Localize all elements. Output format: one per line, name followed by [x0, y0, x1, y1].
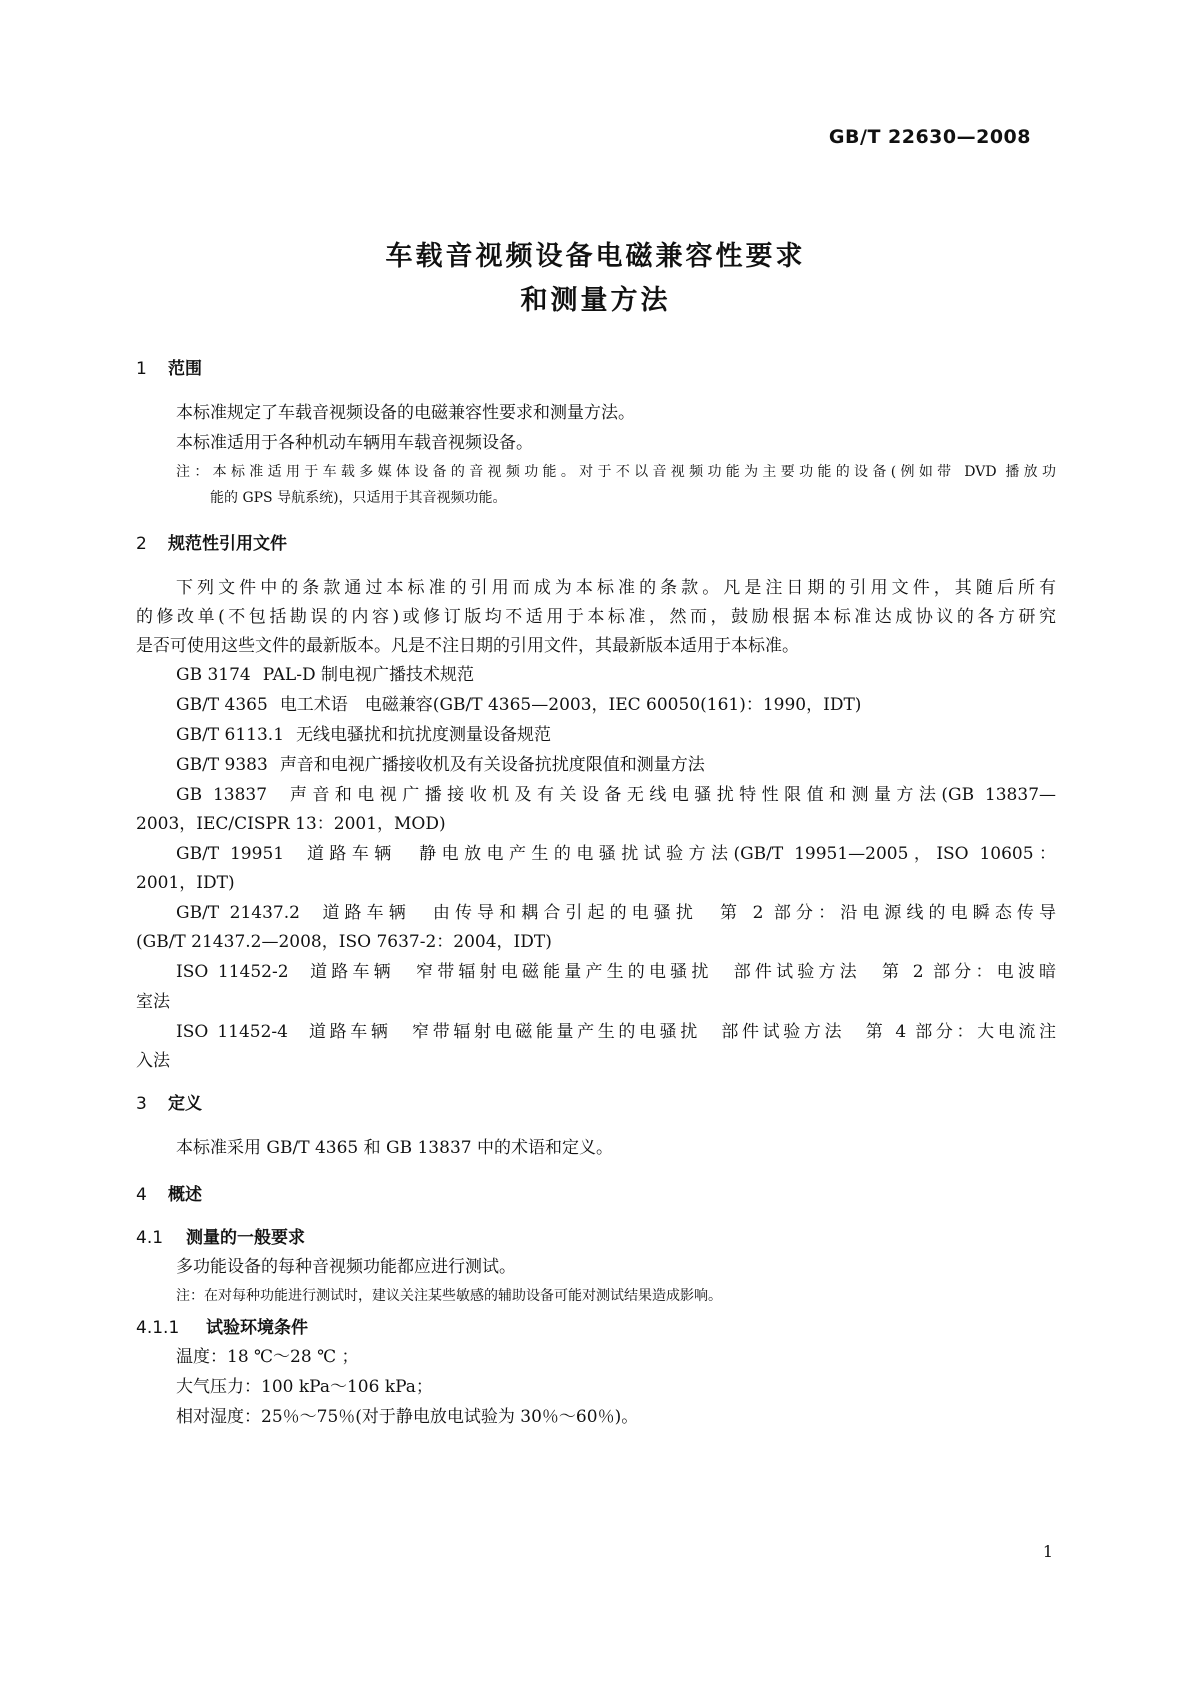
- reference-item: [176, 957, 1056, 982]
- subsection-4-1-1-heading: [136, 1313, 308, 1338]
- reference-continuation: 室法: [136, 992, 170, 1012]
- reference-title: 道路车辆 由传导和耦合引起的电骚扰 第 2 部分：沿电源线的电瞬态传导: [322, 903, 1057, 923]
- reference-item: [176, 720, 551, 745]
- condition-humidity: 相对湿度：25％～75％(对于静电放电试验为 30％～60％)。: [176, 1407, 639, 1427]
- document-title: 车载音视频设备电磁兼容性要求: [385, 241, 806, 272]
- reference-item: [176, 660, 474, 685]
- section-title: 范围: [168, 359, 202, 379]
- reference-item: [176, 780, 1056, 805]
- reference-continuation: 2003，IEC/CISPR 13：2001，MOD): [136, 814, 446, 834]
- reference-title: 道路车辆 窄带辐射电磁能量产生的电骚扰 部件试验方法 第 2 部分：电波暗: [310, 962, 1057, 982]
- condition-temperature: 温度：18 ℃～28 ℃ ；: [176, 1347, 359, 1367]
- section-2-heading: [136, 529, 287, 554]
- reference-code: GB/T 19951: [176, 844, 285, 864]
- section-number: 2: [136, 534, 147, 554]
- reference-title: 道路车辆 窄带辐射电磁能量产生的电骚扰 部件试验方法 第 4 部分：大电流注: [309, 1022, 1057, 1042]
- reference-item: [176, 898, 1056, 923]
- section-title: 定义: [168, 1094, 202, 1114]
- standard-code: GB/T 22630—2008: [828, 126, 1031, 148]
- reference-title: 声音和电视广播接收机及有关设备抗扰度限值和测量方法: [279, 755, 705, 775]
- section-number: 1: [136, 359, 147, 379]
- section-3-heading: [136, 1089, 202, 1114]
- note: 注：本标准适用于车载多媒体设备的音视频功能。对于不以音视频功能为主要功能的设备(例如带 DVD 播放功: [176, 464, 1056, 480]
- section-number: 4: [136, 1185, 147, 1205]
- section-number: 3: [136, 1094, 147, 1114]
- reference-code: GB/T 4365: [176, 695, 268, 715]
- reference-code: GB/T 9383: [176, 755, 268, 775]
- reference-code: ISO 11452-2: [176, 962, 289, 982]
- section-number: 4.1: [136, 1228, 164, 1248]
- paragraph: 本标准规定了车载音视频设备的电磁兼容性要求和测量方法。: [176, 403, 635, 423]
- reference-continuation: 2001，IDT): [136, 873, 235, 893]
- note: 注：在对每种功能进行测试时，建议关注某些敏感的辅助设备可能对测试结果造成影响。: [176, 1288, 722, 1304]
- section-number: 4.1.1: [136, 1318, 180, 1338]
- reference-title: 无线电骚扰和抗扰度测量设备规范: [296, 725, 552, 745]
- paragraph: 多功能设备的每种音视频功能都应进行测试。: [176, 1257, 516, 1277]
- condition-pressure: 大气压力：100 kPa～106 kPa；: [176, 1377, 433, 1397]
- reference-code: GB/T 21437.2: [176, 903, 300, 923]
- section-1-heading: [136, 354, 202, 379]
- reference-item: [176, 1017, 1056, 1042]
- paragraph-line: 是否可使用这些文件的最新版本。凡是不注日期的引用文件，其最新版本适用于本标准。: [136, 636, 799, 656]
- section-title: 概述: [168, 1185, 202, 1205]
- paragraph: 本标准适用于各种机动车辆用车载音视频设备。: [176, 433, 533, 453]
- section-title: 试验环境条件: [206, 1318, 308, 1338]
- note-continuation: 能的 GPS 导航系统)，只适用于其音视频功能。: [210, 490, 507, 506]
- paragraph-line: 的修改单(不包括勘误的内容)或修订版均不适用于本标准，然而，鼓励根据本标准达成协议的各方研究: [136, 607, 1056, 627]
- section-title: 规范性引用文件: [168, 534, 287, 554]
- subsection-4-1-heading: [136, 1223, 305, 1248]
- reference-title: 电工术语 电磁兼容(GB/T 4365—2003，IEC 60050(161)：1990，IDT): [279, 695, 862, 715]
- reference-continuation: 入法: [136, 1051, 170, 1071]
- reference-item: [176, 750, 705, 775]
- page-number: 1: [1042, 1542, 1053, 1561]
- reference-title: 道路车辆 静电放电产生的电骚扰试验方法(GB/T 19951—2005，ISO 10605：: [306, 844, 1056, 864]
- section-4-heading: [136, 1180, 202, 1205]
- reference-title: 声音和电视广播接收机及有关设备无线电骚扰特性限值和测量方法(GB 13837—: [289, 785, 1057, 805]
- reference-title: PAL-D 制电视广播技术规范: [262, 665, 474, 685]
- paragraph: 本标准采用 GB/T 4365 和 GB 13837 中的术语和定义。: [176, 1138, 613, 1158]
- reference-code: GB 3174: [176, 665, 251, 685]
- reference-code: GB 13837: [176, 785, 268, 805]
- reference-code: GB/T 6113.1: [176, 725, 285, 745]
- section-title: 测量的一般要求: [186, 1228, 305, 1248]
- paragraph: 下列文件中的条款通过本标准的引用而成为本标准的条款。凡是注日期的引用文件，其随后所有: [176, 578, 1056, 598]
- reference-item: [176, 690, 861, 715]
- reference-continuation: (GB/T 21437.2—2008，ISO 7637-2：2004，IDT): [136, 932, 552, 952]
- document-title-line2: 和测量方法: [520, 285, 671, 316]
- reference-item: [176, 839, 1056, 864]
- reference-code: ISO 11452-4: [176, 1022, 288, 1042]
